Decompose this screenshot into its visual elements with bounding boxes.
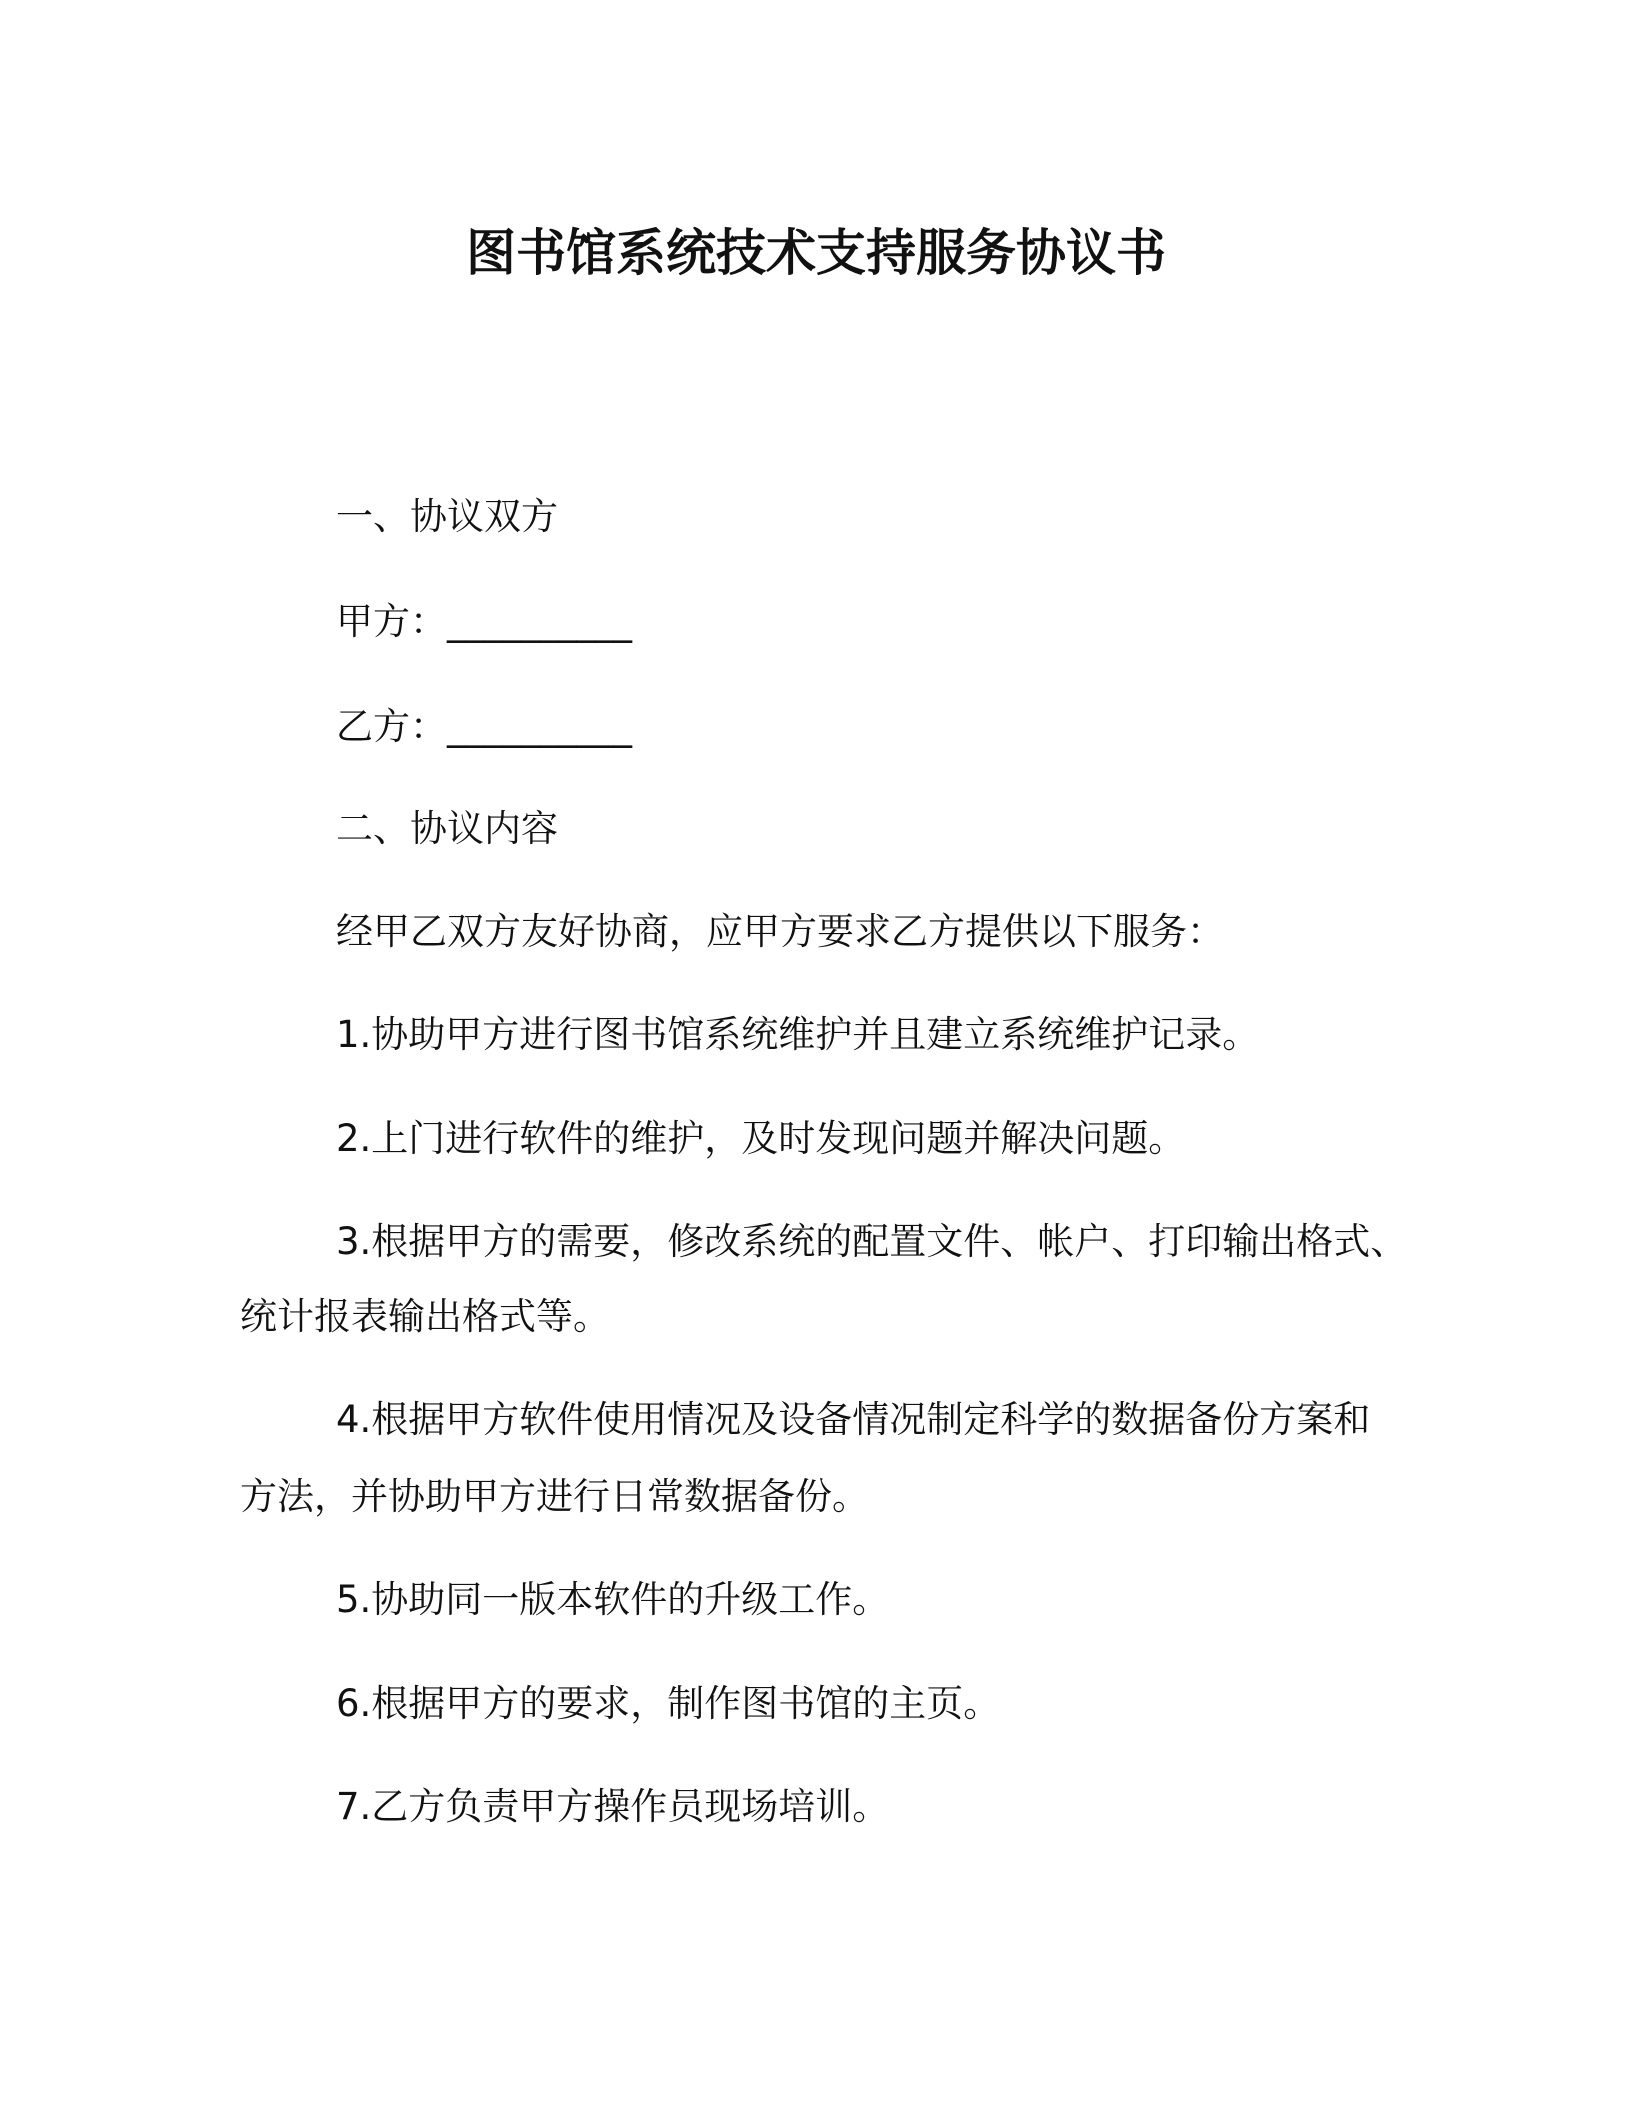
list-item-3-line1: 3.根据甲方的需要，修改系统的配置文件、帐户、打印输出格式、 <box>336 1220 1408 1263</box>
list-item-7: 7.乙方负责甲方操作员现场培训。 <box>336 1785 890 1828</box>
intro-paragraph: 经甲乙双方友好协商，应甲方要求乙方提供以下服务： <box>336 910 1224 953</box>
list-item-2: 2.上门进行软件的维护，及时发现问题并解决问题。 <box>336 1117 1186 1160</box>
list-item-4-line2: 方法，并协助甲方进行日常数据备份。 <box>240 1475 869 1518</box>
list-item-6: 6.根据甲方的要求，制作图书馆的主页。 <box>336 1682 1001 1725</box>
list-item-5: 5.协助同一版本软件的升级工作。 <box>336 1578 890 1621</box>
section-heading-parties: 一、协议双方 <box>336 495 558 538</box>
document-title: 图书馆系统技术支持服务协议书 <box>466 224 1166 282</box>
party-b-line: 乙方：__________ <box>336 705 632 748</box>
list-item-3-line2: 统计报表输出格式等。 <box>240 1295 610 1338</box>
list-item-1: 1.协助甲方进行图书馆系统维护并且建立系统维护记录。 <box>336 1013 1260 1056</box>
list-item-4-line1: 4.根据甲方软件使用情况及设备情况制定科学的数据备份方案和 <box>336 1398 1371 1441</box>
party-a-line: 甲方：__________ <box>336 600 632 643</box>
section-heading-content: 二、协议内容 <box>336 807 558 850</box>
